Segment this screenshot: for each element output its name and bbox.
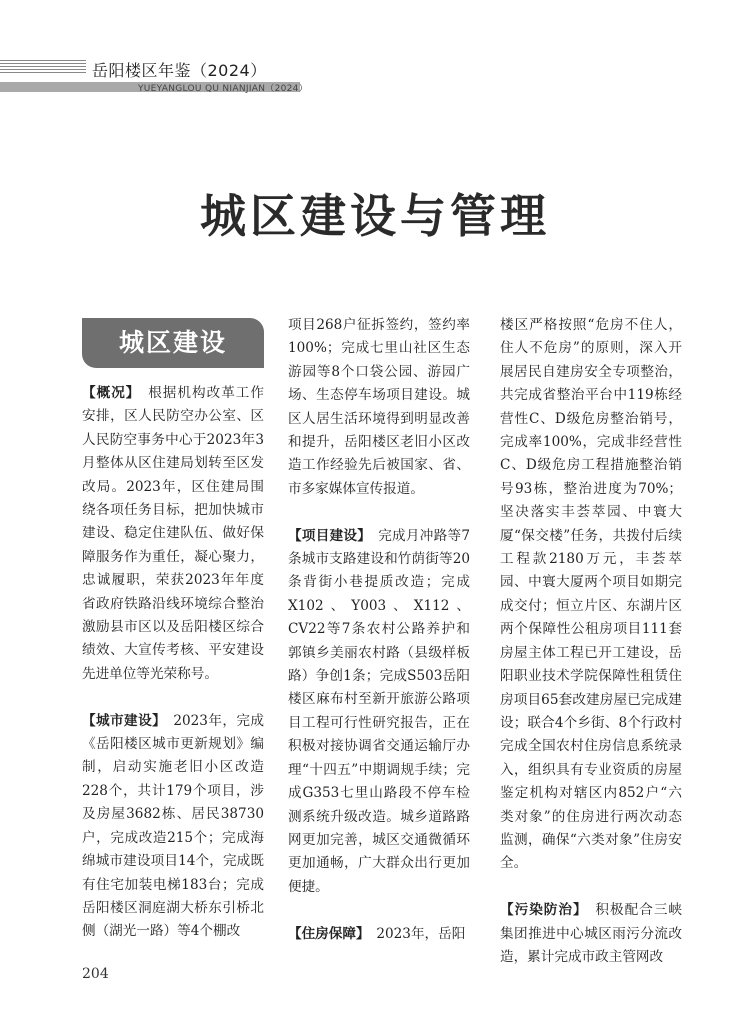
header-decoration-lines	[0, 60, 86, 76]
column-1	[82, 314, 264, 944]
text-columns	[82, 314, 683, 965]
column-3	[500, 314, 682, 969]
column-2	[288, 314, 470, 946]
paragraph-overview	[82, 382, 264, 686]
paragraph-continued	[288, 314, 470, 501]
tag-pollution-control: 【污染防治】	[500, 902, 581, 919]
project-construction-text: 完成月冲路等7条城市支路建设和竹荫街等20条背街小巷提质改造；完成X102、Y003、X112、CV22等7条农村公路养护和郭镇乡美丽农村路（县级样板路）争创1条；完成S503岳阳楼区麻布村至新开旅游公路项目工程可行性研究报告，正在积极对接协调省交通运输厅办理“十四五”中期调规手续；完成G353七里山路段不停车检测系统升级改造。城乡道路路网更加完善，城区交通微循环更加通畅，广大群众出行更加便捷。	[288, 527, 470, 895]
paragraph-housing-continued	[500, 314, 682, 876]
chapter-title: 城区建设与管理	[200, 189, 550, 243]
housing-security-text: 2023年，岳阳	[362, 925, 466, 942]
tag-project-construction: 【项目建设】	[288, 527, 365, 544]
paragraph-project-construction	[288, 525, 470, 900]
paragraph-urban-construction	[82, 710, 264, 944]
overview-text: 根据机构改革工作安排，区人民防空办公室、区人民防空事务中心于2023年3月整体从区住建局划转至区发改局。2023年，区住建局围绕各项任务目标，把加快城市建设、稳定住建队伍、做好保障服务作为重任，凝心聚力，忠诚履职，荣获2023年年度省政府铁路沿线环境综合整治激励县市区以及岳阳楼区综合绩效、大宣传考核、平安建设先进单位等光荣称号。	[82, 385, 265, 682]
running-header-subtitle: YUEYANGLOU QU NIANJIAN（2024）	[138, 84, 308, 94]
urban-construction-text: 2023年，完成《岳阳楼区城市更新规划》编制，启动实施老旧小区改造228个，共计179个项目，涉及房屋3682栋、居民38730户，完成改造215个；完成海绵城市建设项目14个，完成既有住宅加装电梯183台；完成岳阳楼区洞庭湖大桥东引桥北侧（湖光一路）等4个棚改	[82, 712, 264, 940]
paragraph-housing-security	[288, 923, 470, 946]
tag-urban-construction: 【城市建设】	[82, 712, 160, 729]
continued-text: 项目268户征拆签约，签约率100%；完成七里山社区生态游园等8个口袋公园、游园广场、生态停车场项目建设。城区人居生活环境得到明显改善和提升，岳阳楼区老旧小区改造工作经验先后被国家、省、市多家媒体宣传报道。	[288, 317, 470, 497]
pollution-control-text: 积极配合三峡集团推进中心城区雨污分流改造，累计完成市政主管网改	[500, 902, 683, 965]
housing-continued-text: 楼区严格按照“危房不住人，住人不危房”的原则，深入开展居民自建房安全专项整治，共完成省整治平台中119栋经营性C、D级危房整治销号，完成率100%，完成非经营性C、D级危房工程措施整治销号93栋，整治进度为70%；坚决落实丰荟萃园、中寰大厦“保交楼”任务，共拨付后续工程款2180万元，丰荟萃园、中寰大厦两个项目如期完成交付；恒立片区、东湖片区两个保障性公租房项目111套房屋主体工程已开工建设，岳阳职业技术学院保障性租赁住房项目65套改建房屋已完成建设；联合4个乡街、8个行政村完成全国农村住房信息系统录入，组织具有专业资质的房屋鉴定机构对辖区内852户“六类对象”的住房进行两次动态监测，确保“六类对象”住房安全。	[500, 317, 682, 872]
section-heading-box: 城区建设	[82, 318, 264, 368]
paragraph-pollution-control	[500, 899, 682, 969]
running-header-title: 岳阳楼区年鉴（2024）	[92, 61, 267, 80]
page-number: 204	[82, 966, 109, 982]
tag-housing-security: 【住房保障】	[288, 925, 363, 942]
tag-overview: 【概况】	[82, 385, 134, 401]
